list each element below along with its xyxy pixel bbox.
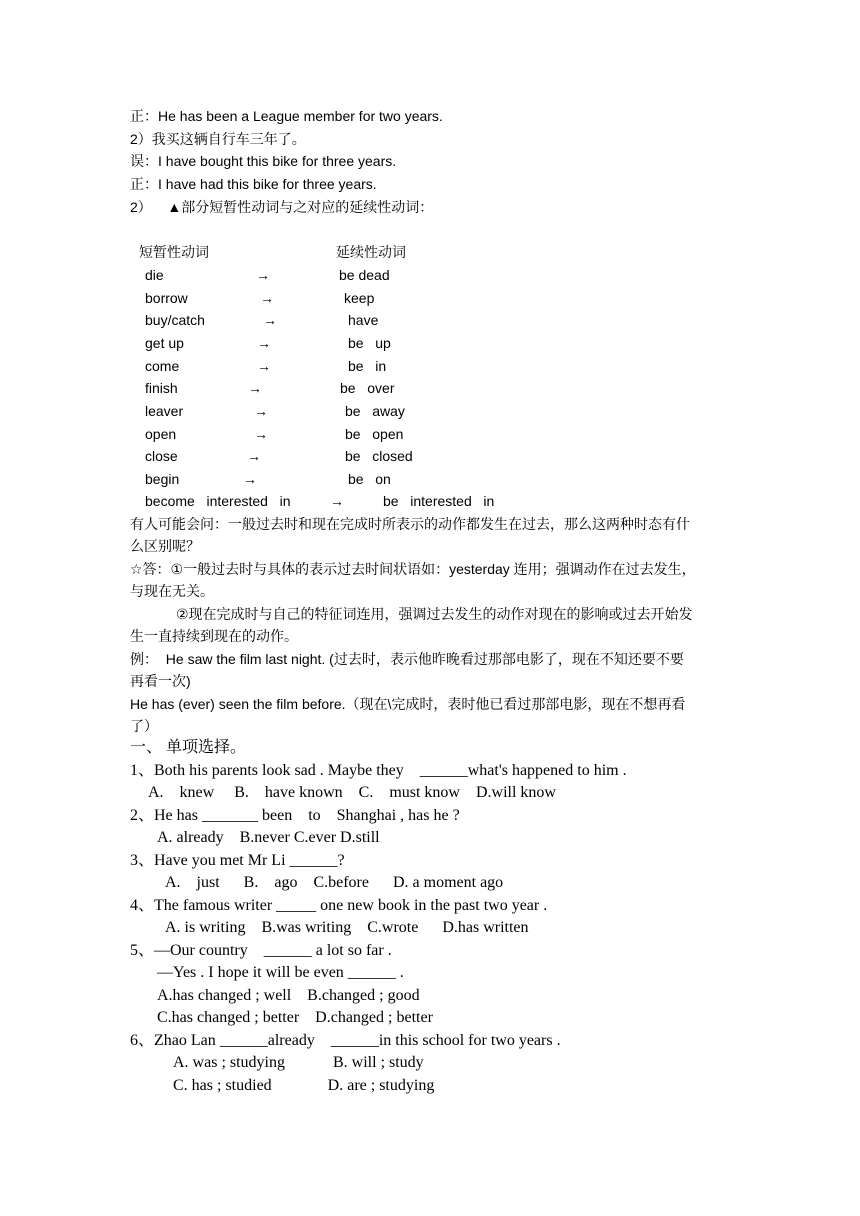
explain-answer-line-4: 生一直持续到现在的动作。: [130, 628, 298, 644]
intro-line-correct-bike: 正：I have had this bike for three years.: [130, 176, 377, 192]
verb-long-be-interested: be interested in: [383, 493, 495, 509]
explain-question-line-1: 有人可能会问：一般过去时和现在完成时所表示的动作都发生在过去，那么这两种时态有什: [130, 516, 690, 532]
verb-short-become-interested: become interested in: [145, 493, 291, 509]
explain-question-line-2: 么区别呢？: [130, 538, 200, 554]
intro-line-bike-cn: 2）我买这辆自行车三年了。: [130, 131, 306, 147]
verb-short-borrow: borrow: [145, 290, 188, 306]
verb-long-begin: be on: [348, 471, 391, 487]
example-line-3: He has (ever) seen the film before.（现在\完成时，表时他已看过那部电影，现在不想再看: [130, 696, 686, 712]
verb-short-come: come: [145, 358, 180, 374]
explain-answer-line-1: ☆答：①一般过去时与具体的表示过去时间状语如：yesterday 连用；强调动作在过去发生，: [130, 561, 696, 577]
verb-arrow: →: [254, 426, 268, 442]
intro-line-correct-league: 正：He has been a League member for two years.: [130, 108, 443, 124]
verb-short-begin: begin: [145, 471, 180, 487]
question-6: 6、Zhao Lan ______already ______in this school for two years .: [130, 1032, 561, 1049]
verb-arrow: →: [260, 290, 274, 306]
question-2-options: A. already B.never C.ever D.still: [157, 829, 380, 846]
verb-short-buy-catch: buy/catch: [145, 312, 205, 328]
intro-line-wrong-bike: 误：I have bought this bike for three years.: [130, 153, 397, 169]
question-5: 5、—Our country ______ a lot so far .: [130, 942, 392, 959]
verb-arrow: →: [248, 380, 262, 396]
question-5-options-ab: A.has changed ; well B.changed ; good: [157, 987, 420, 1004]
explain-answer-line-2: 与现在无关。: [130, 583, 214, 599]
verb-long-borrow: keep: [344, 290, 375, 306]
verb-arrow: →: [243, 471, 257, 487]
verb-table-header-short: 短暂性动词: [139, 244, 209, 260]
verb-long-die: be dead: [339, 267, 390, 283]
question-5-reply: —Yes . I hope it will be even ______ .: [157, 964, 404, 981]
question-6-options-ab: A. was ; studying B. will ; study: [173, 1054, 424, 1071]
verb-short-get-up: get up: [145, 335, 184, 351]
example-line-1: 例： He saw the film last night. (过去时，表示他昨晚看过那部电影了，现在不知还要不要: [130, 651, 684, 667]
verb-arrow: →: [263, 312, 277, 328]
question-3-options: A. just B. ago C.before D. a moment ago: [165, 874, 504, 891]
question-3: 3、Have you met Mr Li ______?: [130, 852, 345, 869]
example-line-2: 再看一次): [130, 673, 191, 689]
verb-long-close: be closed: [345, 448, 413, 464]
question-5-options-cd: C.has changed ; better D.changed ; better: [157, 1009, 433, 1026]
question-2: 2、He has _______ been to Shanghai , has he ?: [130, 807, 460, 824]
verb-arrow: →: [330, 493, 344, 509]
verb-arrow: →: [256, 267, 270, 283]
verb-long-finish: be over: [340, 380, 395, 396]
verb-long-open: be open: [345, 426, 404, 442]
verb-arrow: →: [247, 448, 261, 464]
verb-short-close: close: [145, 448, 178, 464]
intro-line-verb-heading: 2） ▲部分短暂性动词与之对应的延续性动词：: [130, 199, 434, 215]
verb-short-leaver: leaver: [145, 403, 184, 419]
explain-answer-line-3: ②现在完成时与自己的特征词连用，强调过去发生的动作对现在的影响或过去开始发: [176, 606, 693, 622]
verb-long-buy-catch: have: [348, 312, 379, 328]
verb-arrow: →: [254, 403, 268, 419]
exercise-heading: 一、 单项选择。: [130, 739, 247, 756]
example-line-4: 了）: [130, 718, 158, 734]
question-6-options-cd: C. has ; studied D. are ; studying: [173, 1077, 435, 1094]
verb-arrow: →: [257, 335, 271, 351]
verb-long-leaver: be away: [345, 403, 405, 419]
question-4: 4、The famous writer _____ one new book in the past two year .: [130, 897, 548, 914]
verb-short-die: die: [145, 267, 164, 283]
verb-long-come: be in: [348, 358, 387, 374]
question-1-options: A. knew B. have known C. must know D.will know: [148, 784, 556, 801]
question-1: 1、Both his parents look sad . Maybe they ______what's happened to him .: [130, 762, 627, 779]
verb-short-open: open: [145, 426, 177, 442]
question-4-options: A. is writing B.was writing C.wrote D.has written: [165, 919, 529, 936]
verb-short-finish: finish: [145, 380, 178, 396]
verb-table-header-long: 延续性动词: [336, 244, 406, 260]
verb-long-get-up: be up: [348, 335, 391, 351]
verb-arrow: →: [257, 358, 271, 374]
